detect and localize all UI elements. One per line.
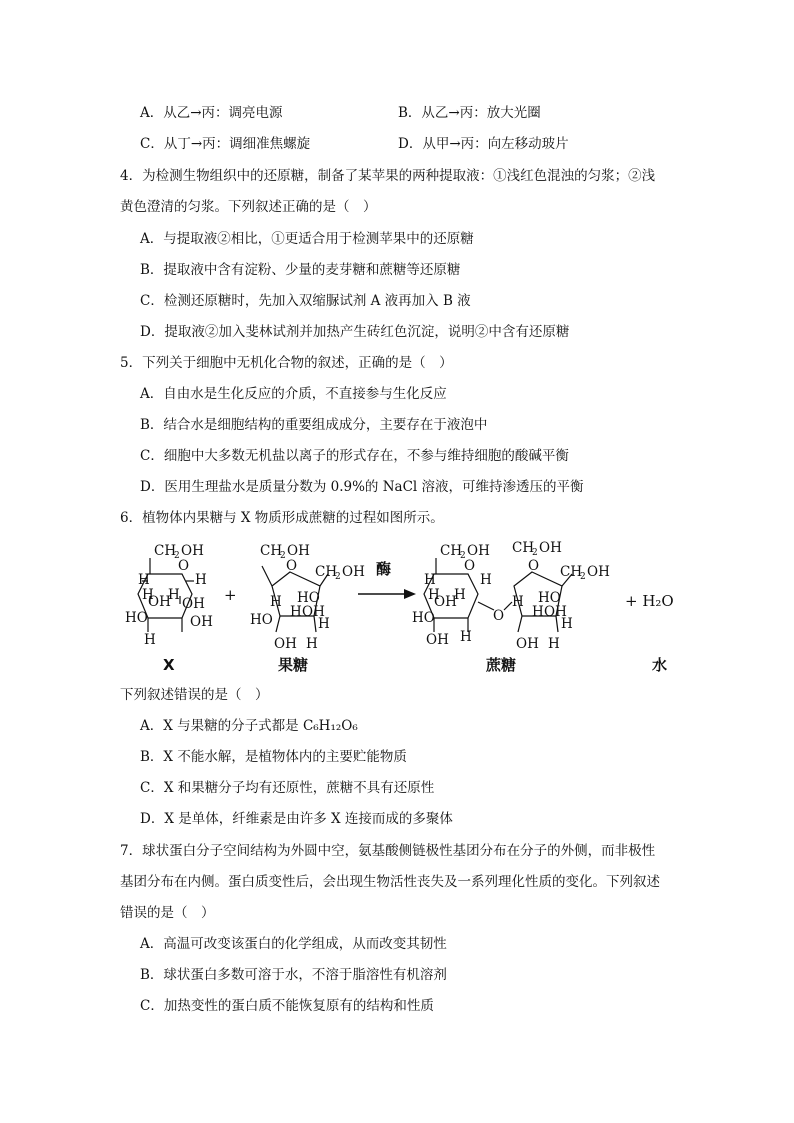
- svg-text:O: O: [178, 558, 190, 574]
- sucrose-fructose-ring-labels: [512, 540, 610, 652]
- q6-option-c: C．X 和果糖分子均有还原性，蔗糖不具有还原性: [140, 780, 435, 796]
- svg-text:H: H: [460, 629, 472, 645]
- enzyme-label: 酶: [376, 560, 392, 578]
- q4-stem-line1: 4．为检测生物组织中的还原糖，制备了某苹果的两种提取液：①浅红色混浊的匀浆；②浅: [120, 168, 656, 184]
- svg-text:HO: HO: [297, 590, 320, 606]
- svg-text:H: H: [428, 587, 440, 603]
- svg-text:H: H: [168, 587, 180, 603]
- svg-text:H: H: [195, 572, 207, 588]
- water-label: 水: [652, 656, 668, 674]
- q4-option-b: B．提取液中含有淀粉、少量的麦芽糖和蔗糖等还原糖: [140, 262, 461, 278]
- arrow-head-icon: [404, 589, 416, 599]
- water-formula: + H₂O: [625, 592, 674, 610]
- svg-text:CH: CH: [440, 543, 463, 559]
- svg-text:OH: OH: [148, 594, 171, 610]
- svg-text:CH: CH: [512, 540, 535, 556]
- svg-text:O: O: [286, 558, 298, 574]
- svg-text:CH: CH: [154, 543, 177, 559]
- svg-text:H: H: [138, 572, 150, 588]
- svg-text:H: H: [318, 616, 330, 632]
- svg-text:HO: HO: [538, 590, 561, 606]
- svg-text:CH: CH: [560, 564, 583, 580]
- q4-option-d: D．提取液②加入斐林试剂并加热产生砖红色沉淀，说明②中含有还原糖: [140, 324, 570, 340]
- svg-text:CH: CH: [315, 564, 338, 580]
- svg-text:OH: OH: [274, 636, 297, 652]
- q3-option-c: C．从丁→丙：调细准焦螺旋: [140, 136, 311, 152]
- q5-option-c: C．细胞中大多数无机盐以离子的形式存在，不参与维持细胞的酸碱平衡: [140, 448, 569, 464]
- plus-sign: +: [224, 586, 237, 604]
- svg-text:H: H: [561, 616, 573, 632]
- q3-option-b: B．从乙→丙：放大光圈: [398, 105, 541, 121]
- svg-text:2: 2: [280, 551, 286, 561]
- q5-option-d: D．医用生理盐水是质量分数为 0.9%的 NaCl 溶液，可维持渗透压的平衡: [140, 479, 584, 495]
- svg-text:O: O: [493, 608, 505, 624]
- svg-text:OH: OH: [302, 604, 325, 620]
- q7-stem-line1: 7．球状蛋白分子空间结构为外圆中空，氨基酸侧链极性基团分布在分子的外侧，而非极性: [120, 843, 656, 859]
- q5-option-a: A．自由水是生化反应的介质，不直接参与生化反应: [140, 386, 447, 402]
- svg-text:2: 2: [460, 551, 466, 561]
- q6-stem: 6．植物体内果糖与 X 物质形成蔗糖的过程如图所示。: [120, 510, 444, 526]
- q4-option-c: C．检测还原糖时，先加入双缩脲试剂 A 液再加入 B 液: [140, 293, 471, 309]
- svg-text:H: H: [144, 632, 156, 648]
- sucrose-glucose-ring-labels: [412, 543, 504, 648]
- svg-text:OH: OH: [342, 564, 365, 580]
- svg-text:OH: OH: [181, 543, 204, 559]
- q7-option-b: B．球状蛋白多数可溶于水，不溶于脂溶性有机溶剂: [140, 967, 447, 983]
- q6-option-d: D．X 是单体，纤维素是由许多 X 连接而成的多聚体: [140, 811, 453, 827]
- svg-text:OH: OH: [426, 632, 449, 648]
- svg-text:OH: OH: [434, 594, 457, 610]
- svg-text:OH: OH: [287, 543, 310, 559]
- svg-text:2: 2: [335, 572, 341, 582]
- svg-text:HO: HO: [250, 612, 273, 628]
- svg-text:2: 2: [174, 551, 180, 561]
- q7-stem-line3: 错误的是（ ）: [120, 905, 215, 921]
- fructose-ring-labels: [250, 543, 365, 652]
- svg-text:OH: OH: [587, 564, 610, 580]
- q5-option-b: B．结合水是细胞结构的重要组成成分，主要存在于液泡中: [140, 417, 488, 433]
- q7-option-a: A．高温可改变该蛋白的化学组成，从而改变其韧性: [140, 936, 447, 952]
- svg-text:HO: HO: [125, 610, 148, 626]
- q7-stem-line2: 基团分布在内侧。蛋白质变性后，会出现生物活性丧失及一系列理化性质的变化。下列叙述: [120, 874, 660, 890]
- q6-prompt: 下列叙述错误的是（ ）: [120, 687, 269, 703]
- svg-text:H: H: [424, 572, 436, 588]
- svg-text:H: H: [532, 604, 544, 620]
- svg-text:O: O: [528, 558, 540, 574]
- sucrose-formation-diagram: [120, 536, 680, 678]
- svg-text:2: 2: [532, 548, 538, 558]
- svg-text:O: O: [464, 558, 476, 574]
- svg-text:OH: OH: [182, 596, 205, 612]
- svg-text:OH: OH: [544, 604, 567, 620]
- q3-option-a: A．从乙→丙：调亮电源: [140, 105, 283, 121]
- svg-text:OH: OH: [190, 614, 213, 630]
- svg-text:2: 2: [580, 572, 586, 582]
- svg-text:H: H: [306, 636, 318, 652]
- q3-option-d: D．从甲→丙：向左移动玻片: [398, 136, 569, 152]
- x-label: X: [163, 656, 175, 674]
- svg-text:H: H: [512, 594, 524, 610]
- q6-option-a: A．X 与果糖的分子式都是 C₆H₁₂O₆: [140, 718, 358, 734]
- q5-stem: 5．下列关于细胞中无机化合物的叙述，正确的是（ ）: [120, 355, 453, 371]
- q4-stem-line2: 黄色澄清的匀浆。下列叙述正确的是（ ）: [120, 199, 377, 215]
- svg-text:H: H: [290, 604, 302, 620]
- svg-text:OH: OH: [467, 543, 490, 559]
- svg-text:OH: OH: [539, 540, 562, 556]
- q4-option-a: A．与提取液②相比，①更适合用于检测苹果中的还原糖: [140, 231, 474, 247]
- fructose-label: 果糖: [278, 656, 309, 674]
- svg-text:CH: CH: [260, 543, 283, 559]
- sucrose-label: 蔗糖: [486, 656, 517, 674]
- q7-option-c: C．加热变性的蛋白质不能恢复原有的结构和性质: [140, 998, 434, 1014]
- svg-text:H: H: [454, 587, 466, 603]
- q6-option-b: B．X 不能水解，是植物体内的主要贮能物质: [140, 749, 407, 765]
- svg-text:H: H: [142, 587, 154, 603]
- svg-text:H: H: [548, 636, 560, 652]
- svg-text:OH: OH: [516, 636, 539, 652]
- svg-text:HO: HO: [412, 610, 435, 626]
- svg-text:H: H: [270, 594, 282, 610]
- svg-text:H: H: [480, 572, 492, 588]
